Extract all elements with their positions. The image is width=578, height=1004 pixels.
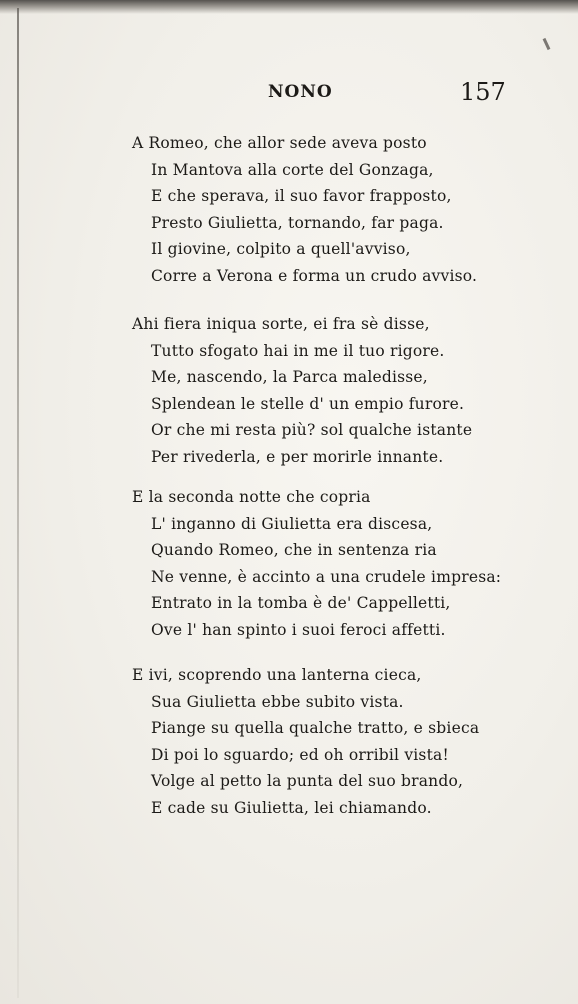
verse-line: E cade su Giulietta, lei chiamando.	[151, 798, 432, 817]
verse-line: Piange su quella qualche tratto, e sbieca	[151, 719, 480, 738]
page-header	[0, 80, 578, 114]
verse-line: Il giovine, colpito a quell'avviso,	[151, 240, 411, 259]
page-number: 157	[460, 78, 506, 106]
verse-line: Ne venne, è accinto a una crudele impresa:	[151, 567, 502, 586]
verse-line: Me, nascendo, la Parca maledisse,	[151, 368, 428, 387]
verse-line: L' inganno di Giulietta era discesa,	[151, 514, 433, 533]
verse-line: Or che mi resta più? sol qualche istante	[151, 421, 473, 440]
stanza-3	[132, 484, 552, 644]
verse-line: Splendean le stelle d' un empio furore.	[151, 394, 465, 413]
verse-line: E che sperava, il suo favor frapposto,	[151, 187, 452, 206]
stanza-2	[132, 311, 552, 471]
ink-mark	[543, 38, 551, 50]
running-head: NONO	[268, 82, 333, 102]
verse-line: Tutto sfogato hai in me il tuo rigore.	[151, 341, 445, 360]
verse-line: E ivi, scoprendo una lanterna cieca,	[132, 666, 422, 684]
verse-line: Quando Romeo, che in sentenza ria	[151, 541, 437, 560]
page-top-edge	[0, 0, 578, 14]
verse-line: Sua Giulietta ebbe subito vista.	[151, 692, 404, 711]
verse-line: Entrato in la tomba è de' Cappelletti,	[151, 594, 451, 613]
verse-line: E la seconda notte che copria	[132, 488, 371, 506]
verse-line: In Mantova alla corte del Gonzaga,	[151, 160, 434, 179]
verse-line: A Romeo, che allor sede aveva posto	[132, 134, 427, 152]
stanza-4	[132, 662, 552, 822]
verse-line: Per rivederla, e per morirle innante.	[151, 447, 444, 466]
page-left-edge	[17, 8, 19, 998]
verse-line: Presto Giulietta, tornando, far paga.	[151, 213, 444, 232]
verse-line: Ahi fiera iniqua sorte, ei fra sè disse,	[132, 315, 430, 333]
verse-line: Ove l' han spinto i suoi feroci affetti.	[151, 620, 446, 639]
verse-line: Corre a Verona e forma un crudo avviso.	[151, 266, 478, 285]
verse-line: Volge al petto la punta del suo brando,	[151, 772, 464, 791]
stanza-1	[132, 130, 552, 290]
verse-line: Di poi lo sguardo; ed oh orribil vista!	[151, 745, 449, 764]
